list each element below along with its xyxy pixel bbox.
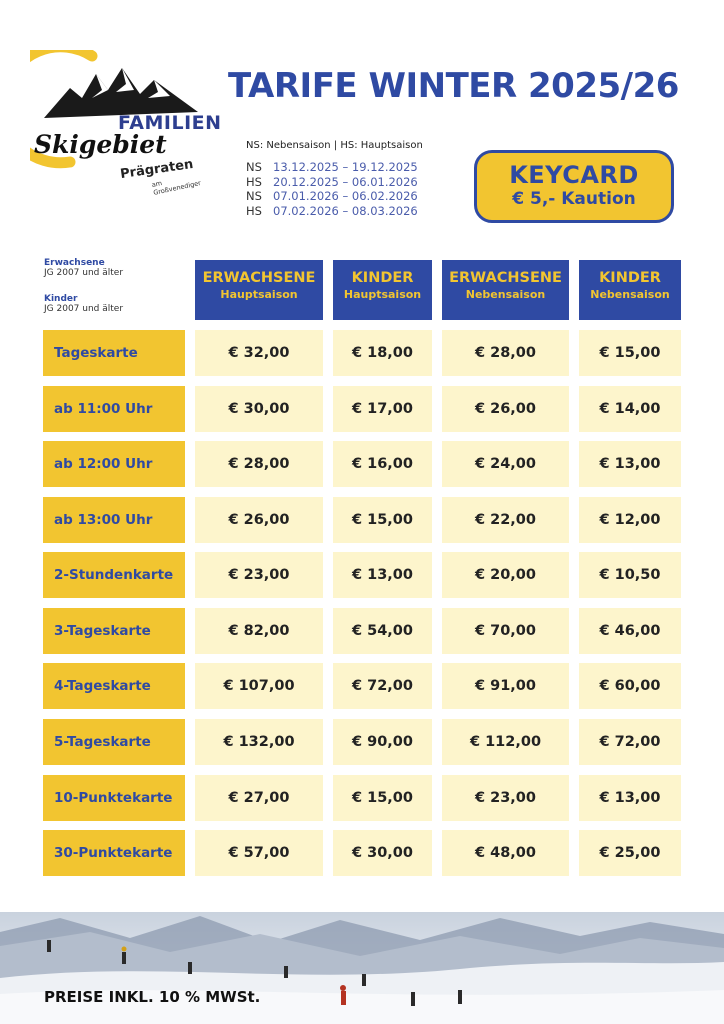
- price-cell: € 28,00: [442, 330, 569, 376]
- price-cell: € 23,00: [195, 552, 323, 598]
- adults-label: Erwachsene: [44, 258, 105, 268]
- price-cell: € 32,00: [195, 330, 323, 376]
- price-cell: € 13,00: [579, 441, 681, 487]
- price-cell: € 12,00: [579, 497, 681, 543]
- price-cell: € 60,00: [579, 663, 681, 709]
- period-code: HS: [246, 174, 262, 189]
- ski-slope-illustration: [0, 912, 724, 1024]
- price-cell: € 24,00: [442, 441, 569, 487]
- price-cell: € 46,00: [579, 608, 681, 654]
- price-cell: € 107,00: [195, 663, 323, 709]
- column-header-sub: Hauptsaison: [343, 288, 422, 301]
- price-cell: € 18,00: [333, 330, 432, 376]
- keycard-badge: [474, 150, 674, 223]
- period-range: 07.02.2026 – 08.03.2026: [273, 203, 418, 218]
- price-cell: € 23,00: [442, 775, 569, 821]
- column-header-children-low: [579, 260, 681, 320]
- column-header-main: KINDER: [599, 270, 661, 286]
- price-cell: € 26,00: [195, 497, 323, 543]
- logo-word-familien: FAMILIEN: [118, 112, 222, 134]
- period-row: [246, 160, 418, 175]
- adults-year-note: JG 2007 und älter: [44, 268, 124, 278]
- period-row: [246, 189, 418, 204]
- price-cell: € 28,00: [195, 441, 323, 487]
- period-row: [246, 175, 418, 190]
- price-cell: € 54,00: [333, 608, 432, 654]
- period-row: [246, 204, 418, 219]
- price-cell: € 13,00: [333, 552, 432, 598]
- price-cell: € 72,00: [333, 663, 432, 709]
- price-cell: € 14,00: [579, 386, 681, 432]
- price-cell: € 15,00: [333, 775, 432, 821]
- price-cell: € 30,00: [195, 386, 323, 432]
- price-cell: € 72,00: [579, 719, 681, 765]
- price-cell: € 57,00: [195, 830, 323, 876]
- period-code: NS: [246, 189, 262, 203]
- price-cell: € 15,00: [579, 330, 681, 376]
- price-cell: € 132,00: [195, 719, 323, 765]
- column-header-main: ERWACHSENE: [202, 270, 316, 286]
- season-periods: [246, 160, 418, 218]
- logo-subplace: am Großvenediger: [150, 178, 202, 197]
- vat-note: PREISE INKL. 10 % MWSt.: [44, 988, 261, 1006]
- price-cell: € 22,00: [442, 497, 569, 543]
- price-cell: € 26,00: [442, 386, 569, 432]
- price-cell: € 82,00: [195, 608, 323, 654]
- row-label: ab 11:00 Uhr: [43, 386, 185, 432]
- column-header-children-high: [333, 260, 432, 320]
- period-range: 07.01.2026 – 06.02.2026: [273, 189, 418, 203]
- row-label: Tageskarte: [43, 330, 185, 376]
- row-label: 5-Tageskarte: [43, 719, 185, 765]
- price-cell: € 10,50: [579, 552, 681, 598]
- logo-word-skigebiet: Skigebiet: [34, 130, 167, 159]
- column-header-adults-low: [442, 260, 569, 320]
- price-cell: € 112,00: [442, 719, 569, 765]
- column-header-sub: Nebensaison: [590, 288, 670, 301]
- row-label: 3-Tageskarte: [43, 608, 185, 654]
- logo: [30, 50, 222, 197]
- row-label: 10-Punktekarte: [43, 775, 185, 821]
- row-label: 4-Tageskarte: [43, 663, 185, 709]
- row-label: 2-Stundenkarte: [43, 552, 185, 598]
- keycard-deposit: € 5,- Kaution: [512, 189, 636, 209]
- price-cell: € 13,00: [579, 775, 681, 821]
- children-label: Kinder: [44, 294, 78, 304]
- price-cell: € 25,00: [579, 830, 681, 876]
- period-code: HS: [246, 203, 262, 218]
- row-label: ab 13:00 Uhr: [43, 497, 185, 543]
- price-cell: € 90,00: [333, 719, 432, 765]
- column-header-main: ERWACHSENE: [449, 270, 562, 286]
- period-range: 13.12.2025 – 19.12.2025: [273, 160, 418, 174]
- column-header-main: KINDER: [351, 270, 414, 286]
- column-header-sub: Hauptsaison: [220, 288, 298, 301]
- period-code: NS: [246, 160, 262, 174]
- price-cell: € 30,00: [333, 830, 432, 876]
- adults-note: [44, 258, 123, 278]
- price-cell: € 17,00: [333, 386, 432, 432]
- price-cell: € 70,00: [442, 608, 569, 654]
- price-cell: € 20,00: [442, 552, 569, 598]
- column-header-sub: Nebensaison: [465, 288, 546, 301]
- children-year-note: JG 2007 und älter: [44, 304, 124, 314]
- column-header-adults-high: [195, 260, 323, 320]
- footer-ski-slope-image: [0, 912, 724, 1024]
- season-legend: NS: Nebensaison | HS: Hauptsaison: [246, 140, 423, 151]
- row-label: 30-Punktekarte: [43, 830, 185, 876]
- price-cell: € 27,00: [195, 775, 323, 821]
- children-note: [44, 294, 123, 314]
- keycard-title: KEYCARD: [509, 161, 639, 189]
- period-range: 20.12.2025 – 06.01.2026: [273, 174, 418, 189]
- logo-place: Prägraten: [119, 156, 195, 183]
- price-cell: € 16,00: [333, 441, 432, 487]
- price-cell: € 48,00: [442, 830, 569, 876]
- price-cell: € 91,00: [442, 663, 569, 709]
- row-label: ab 12:00 Uhr: [43, 441, 185, 487]
- page-title: TARIFE WINTER 2025/26: [228, 66, 679, 106]
- price-cell: € 15,00: [333, 497, 432, 543]
